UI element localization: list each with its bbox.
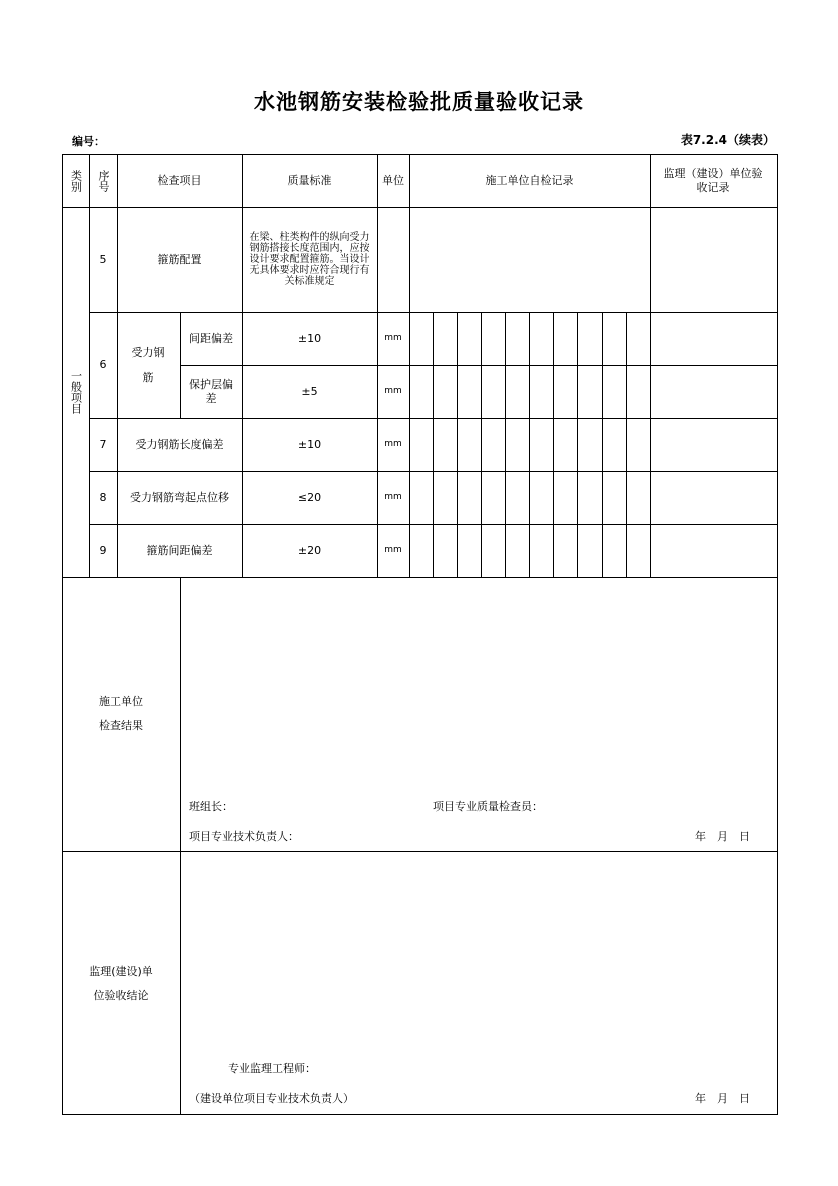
category-general: 一般项目 — [69, 370, 83, 414]
row9-unit: mm — [384, 545, 402, 555]
quality-inspector-label: 项目专业质量检查员： — [433, 800, 543, 813]
supervision-engineer-label: 专业监理工程师： — [228, 1062, 316, 1075]
row9-seq: 9 — [99, 543, 107, 557]
row6a-standard: ±10 — [297, 331, 322, 345]
page-title: 水池钢筋安装检验批质量验收记录 — [254, 90, 584, 114]
team-leader-label: 班组长： — [189, 800, 233, 813]
row7-seq: 7 — [99, 437, 107, 451]
construction-label-line2: 检查结果 — [99, 719, 143, 732]
row6-group: 受力钢筋 — [131, 346, 165, 384]
row6b-unit: mm — [384, 386, 402, 396]
supervision-date: 年 月 日 — [695, 1092, 750, 1105]
row6a-unit: mm — [384, 333, 402, 343]
row9-item: 箍筋间距偏差 — [146, 543, 213, 557]
table-number: 表7.2.4（续表） — [680, 133, 775, 147]
row5-standard: 在梁、柱类构件的纵向受力钢筋搭接长度范围内，应按设计要求配置箍筋。当设计无具体要求时应符合现行有关标准规定 — [249, 232, 370, 287]
row8-unit: mm — [384, 492, 402, 502]
owner-representative-label: （建设单位项目专业技术负责人） — [189, 1092, 354, 1105]
row9-standard: ±20 — [297, 543, 322, 557]
supervision-label-line2: 位验收结论 — [93, 989, 149, 1002]
row5-seq: 5 — [99, 252, 107, 266]
row6b-item: 保护层偏差 — [189, 377, 233, 405]
row6a-item: 间距偏差 — [189, 331, 233, 345]
header-seq: 序号 — [97, 169, 110, 192]
header-category: 类别 — [69, 169, 83, 192]
header-unit: 单位 — [382, 173, 404, 187]
header-item: 检查项目 — [157, 173, 202, 187]
serial-number-label: 编号： — [72, 135, 105, 148]
header-standard: 质量标准 — [287, 173, 332, 187]
row7-standard: ±10 — [297, 437, 322, 451]
row7-item: 受力钢筋长度偏差 — [135, 437, 224, 451]
row6-seq: 6 — [99, 358, 107, 371]
row6b-standard: ±5 — [301, 384, 318, 398]
supervision-label-line1: 监理(建设)单 — [89, 965, 153, 978]
construction-date: 年 月 日 — [695, 830, 750, 843]
construction-label-line1: 施工单位 — [99, 695, 143, 708]
row5-item: 箍筋配置 — [157, 252, 202, 266]
row8-item: 受力钢筋弯起点位移 — [130, 490, 229, 504]
row8-standard: ≤20 — [297, 490, 322, 504]
row7-unit: mm — [384, 439, 402, 449]
header-supervision: 监理（建设）单位验收记录 — [663, 166, 763, 194]
header-self-check: 施工单位自检记录 — [485, 173, 574, 187]
tech-leader-label: 项目专业技术负责人： — [189, 830, 299, 843]
row8-seq: 8 — [99, 490, 107, 504]
